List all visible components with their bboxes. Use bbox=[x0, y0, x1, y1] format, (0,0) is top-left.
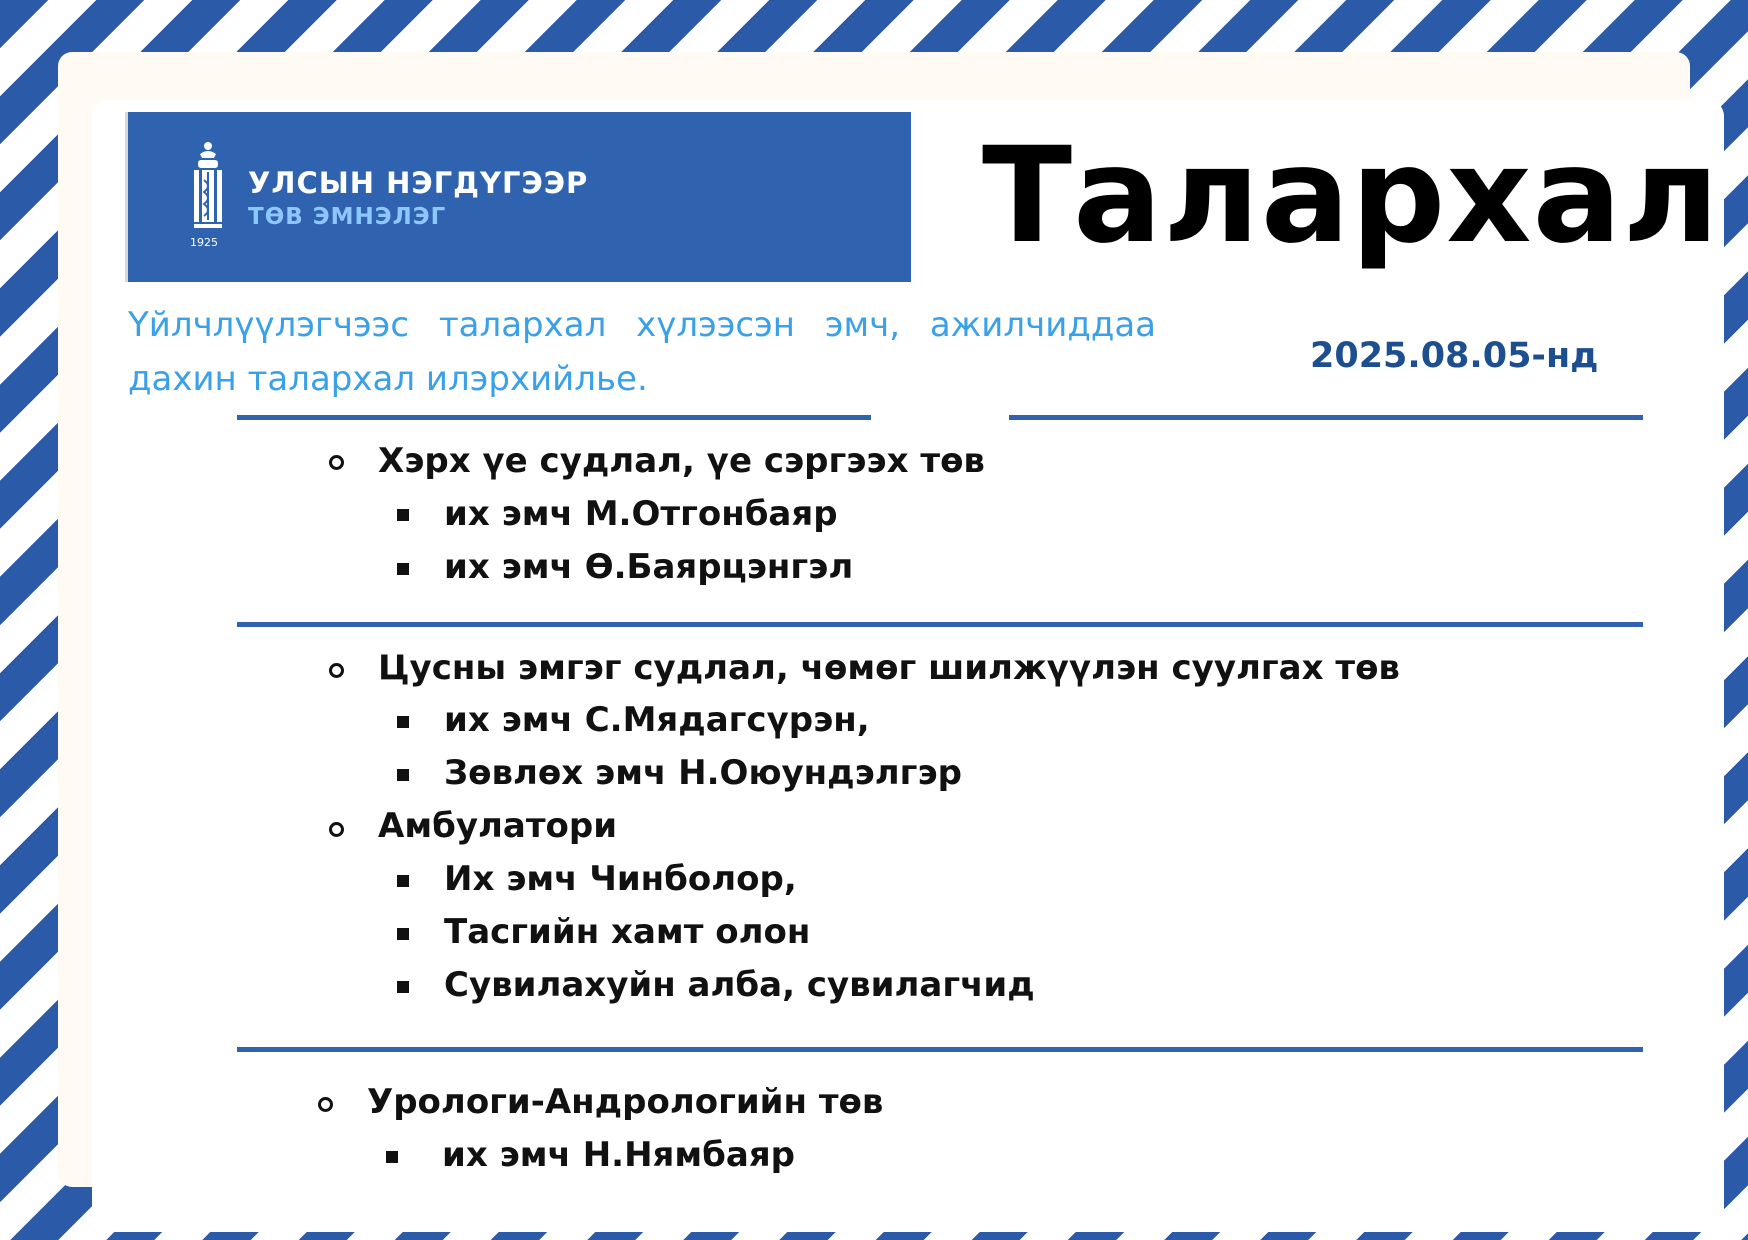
square-bullet-icon bbox=[397, 981, 409, 993]
circle-bullet-icon bbox=[329, 822, 344, 837]
square-bullet-icon bbox=[386, 1151, 398, 1163]
date: 2025.08.05-нд bbox=[1310, 336, 1599, 376]
staff-item: Их эмч Чинболор, bbox=[444, 859, 797, 899]
divider bbox=[237, 1047, 1643, 1052]
staff-item: их эмч М.Отгонбаяр bbox=[444, 494, 838, 534]
divider-top-left bbox=[237, 415, 871, 420]
staff-item: Тасгийн хамт олон bbox=[444, 912, 811, 952]
square-bullet-icon bbox=[397, 769, 409, 781]
square-bullet-icon bbox=[397, 563, 409, 575]
circle-bullet-icon bbox=[318, 1097, 333, 1112]
logo-name-line1: УЛСЫН НЭГДҮГЭЭР bbox=[248, 166, 589, 200]
square-bullet-icon bbox=[397, 928, 409, 940]
divider-top-right bbox=[1009, 415, 1643, 420]
department-heading: Урологи-Андрологийн төв bbox=[367, 1082, 884, 1122]
square-bullet-icon bbox=[397, 509, 409, 521]
logo-name-line2: ТӨВ ЭМНЭЛЭГ bbox=[248, 204, 447, 230]
square-bullet-icon bbox=[397, 716, 409, 728]
page-title: Талархал bbox=[982, 119, 1721, 273]
staff-item: их эмч С.Мядагсүрэн, bbox=[444, 700, 870, 740]
logo-year: 1925 bbox=[190, 236, 218, 249]
subtitle: Үйлчлүүлэгчээс талархал хүлээсэн эмч, ажилчиддаа дахин талархал илэрхийлье. bbox=[128, 305, 1156, 399]
staff-item: их эмч Н.Нямбаяр bbox=[442, 1135, 796, 1175]
circle-bullet-icon bbox=[329, 663, 344, 678]
divider bbox=[237, 622, 1643, 627]
staff-item: Зөвлөх эмч Н.Оюундэлгэр bbox=[444, 753, 962, 793]
department-heading: Хэрх үе судлал, үе сэргээх төв bbox=[378, 441, 985, 481]
department-heading: Цусны эмгэг судлал, чөмөг шилжүүлэн суулгах төв bbox=[378, 648, 1400, 688]
department-heading: Амбулатори bbox=[378, 806, 618, 846]
staff-item: Сувилахуйн алба, сувилагчид bbox=[444, 965, 1035, 1005]
square-bullet-icon bbox=[397, 875, 409, 887]
circle-bullet-icon bbox=[329, 455, 344, 470]
staff-item: их эмч Ө.Баярцэнгэл bbox=[444, 547, 854, 587]
soyombo-caduceus-emblem-icon bbox=[186, 140, 230, 232]
hospital-logo bbox=[125, 112, 911, 282]
